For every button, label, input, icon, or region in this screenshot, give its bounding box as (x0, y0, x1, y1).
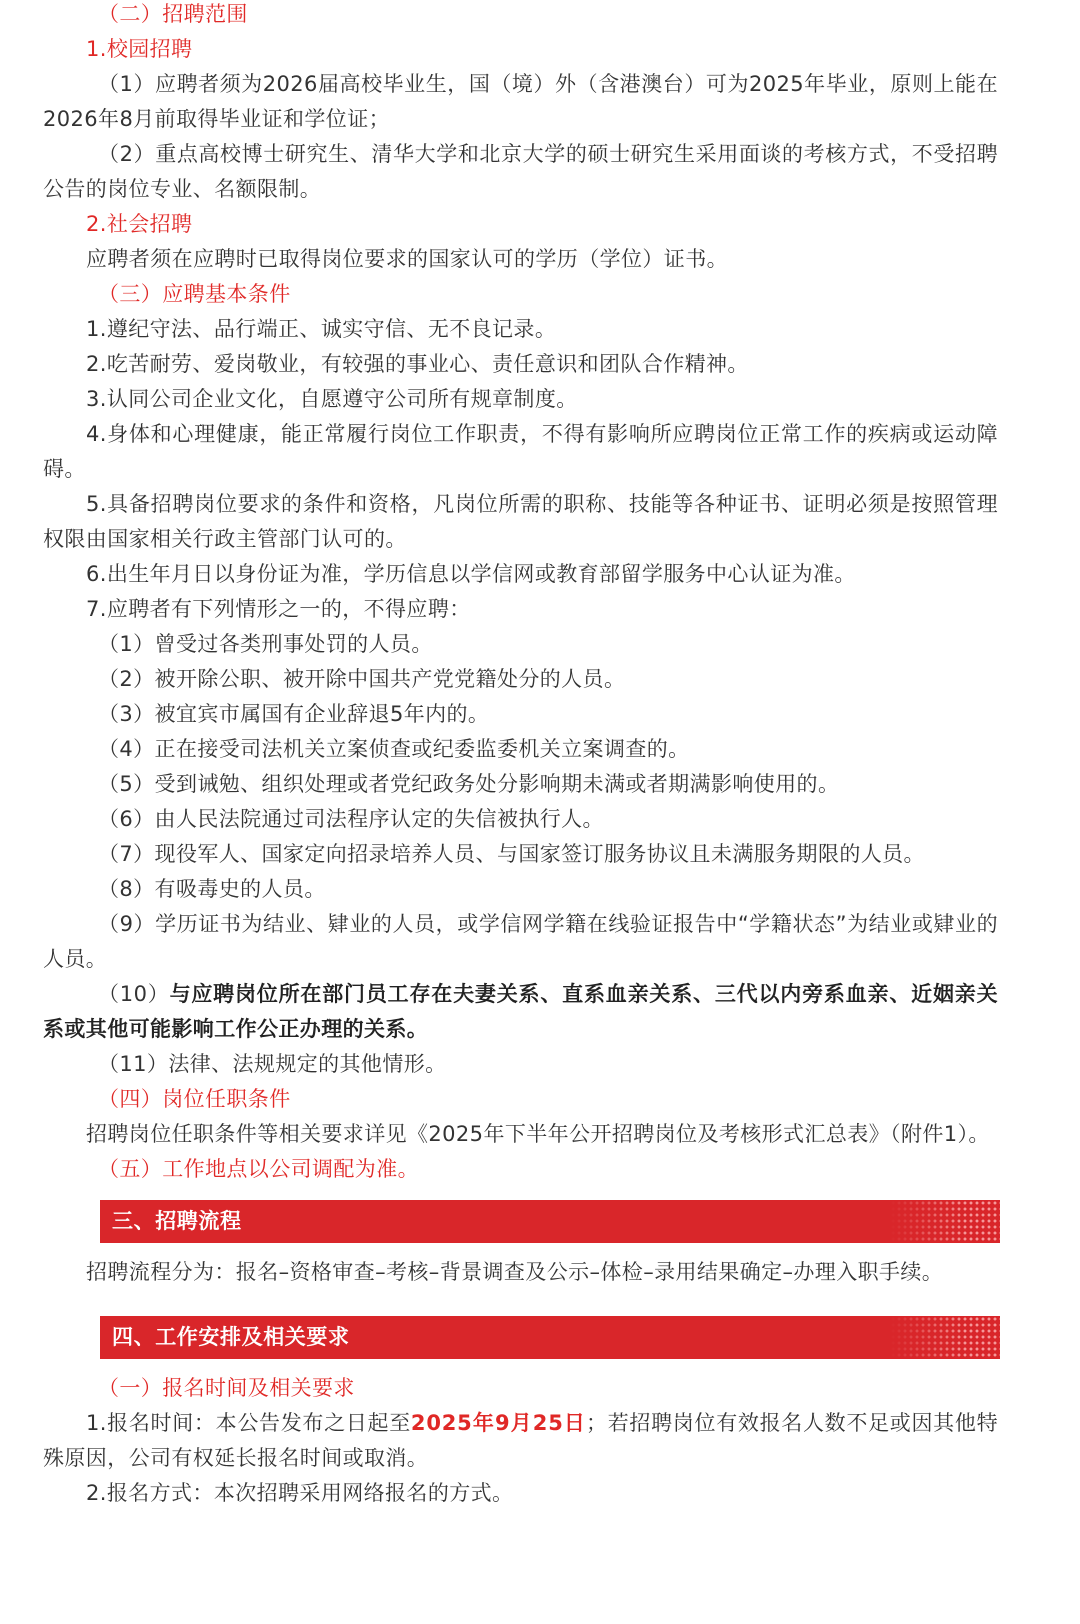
campus-requirement-2: （2）重点高校博士研究生、清华大学和北京大学的硕士研究生采用面谈的考核方式，不受招聘公告的岗位专业、名额限制。 (43, 142, 998, 201)
exclusion-7: （7）现役军人、国家定向招录培养人员、与国家签订服务协议且未满服务期限的人员。 (98, 842, 925, 866)
exclusion-3: （3）被宜宾市属国有企业辞退5年内的。 (98, 702, 490, 726)
banner-dot-pattern (890, 1200, 1000, 1243)
exclusion-2: （2）被开除公职、被开除中国共产党党籍处分的人员。 (98, 667, 626, 691)
recruitment-process-text: 招聘流程分为：报名–资格审查–考核–背景调查及公示–体检–录用结果确定–办理入职手续。 (86, 1260, 944, 1284)
post-conditions-heading: （四）岗位任职条件 (98, 1087, 291, 1111)
campus-recruitment-heading: 1.校园招聘 (86, 37, 193, 61)
recruitment-process-banner (100, 1200, 1000, 1243)
basic-condition-2: 2.吃苦耐劳、爱岗敬业，有较强的事业心、责任意识和团队合作精神。 (86, 352, 749, 376)
registration-time (43, 1406, 998, 1476)
banner-dot-pattern (890, 1316, 1000, 1359)
campus-requirement-1: （1）应聘者须为2026届高校毕业生，国（境）外（含港澳台）可为2025年毕业，原则上能在2026年8月前取得毕业证和学位证； (43, 72, 998, 131)
recruitment-process-banner-title: 三、招聘流程 (112, 1209, 242, 1233)
basic-condition-6: 6.出生年月日以身份证为准，学历信息以学信网或教育部留学服务中心认证为准。 (86, 562, 856, 586)
basic-condition-7: 7.应聘者有下列情形之一的，不得应聘： (86, 597, 471, 621)
exclusion-5: （5）受到诫勉、组织处理或者党纪政务处分影响期未满或者期满影响使用的。 (98, 772, 840, 796)
basic-conditions-heading: （三）应聘基本条件 (98, 282, 291, 306)
announcement-document (43, 0, 998, 1511)
work-arrangement-banner (100, 1316, 1000, 1359)
exclusion-6: （6）由人民法院通过司法程序认定的失信被执行人。 (98, 807, 604, 831)
basic-condition-5: 5.具备招聘岗位要求的条件和资格，凡岗位所需的职称、技能等各种证书、证明必须是按照管理权限由国家相关行政主管部门认可的。 (43, 492, 998, 551)
work-arrangement-banner-title: 四、工作安排及相关要求 (112, 1325, 350, 1349)
work-location-heading: （五）工作地点以公司调配为准。 (98, 1157, 419, 1181)
exclusion-10-bold-text: 与应聘岗位所在部门员工存在夫妻关系、直系血亲关系、三代以内旁系血亲、近姻亲关系或其他可能影响工作公正办理的关系。 (43, 982, 998, 1041)
social-recruitment-heading: 2.社会招聘 (86, 212, 193, 236)
exclusion-9: （9）学历证书为结业、肄业的人员，或学信网学籍在线验证报告中“学籍状态”为结业或肄业的人员。 (43, 912, 998, 971)
exclusion-1: （1）曾受过各类刑事处罚的人员。 (98, 632, 433, 656)
exclusion-4: （4）正在接受司法机关立案侦查或纪委监委机关立案调查的。 (98, 737, 690, 761)
registration-time-suffix: ；若招聘岗位有效报名人数不足或因其他特殊原因，公司有权延长报名时间或取消。 (43, 1411, 998, 1470)
basic-condition-4: 4.身体和心理健康，能正常履行岗位工作职责，不得有影响所应聘岗位正常工作的疾病或运动障碍。 (43, 422, 998, 481)
social-recruitment-text: 应聘者须在应聘时已取得岗位要求的国家认可的学历（学位）证书。 (86, 247, 728, 271)
basic-condition-1: 1.遵纪守法、品行端正、诚实守信、无不良记录。 (86, 317, 557, 341)
exclusion-10-number: （10） (98, 982, 170, 1006)
exclusion-8: （8）有吸毒史的人员。 (98, 877, 326, 901)
registration-method: 2.报名方式：本次招聘采用网络报名的方式。 (86, 1481, 514, 1505)
post-conditions-text: 招聘岗位任职条件等相关要求详见《2025年下半年公开招聘岗位及考核形式汇总表》（附件1）。 (86, 1122, 990, 1146)
exclusion-10 (43, 977, 998, 1047)
basic-condition-3: 3.认同公司企业文化，自愿遵守公司所有规章制度。 (86, 387, 578, 411)
registration-deadline: 2025年9月25日 (410, 1411, 586, 1435)
exclusion-11: （11）法律、法规规定的其他情形。 (98, 1052, 447, 1076)
registration-time-prefix: 1.报名时间：本公告发布之日起至 (86, 1411, 411, 1435)
registration-heading: （一）报名时间及相关要求 (98, 1376, 355, 1400)
section-scope-heading: （二）招聘范围 (98, 2, 248, 26)
